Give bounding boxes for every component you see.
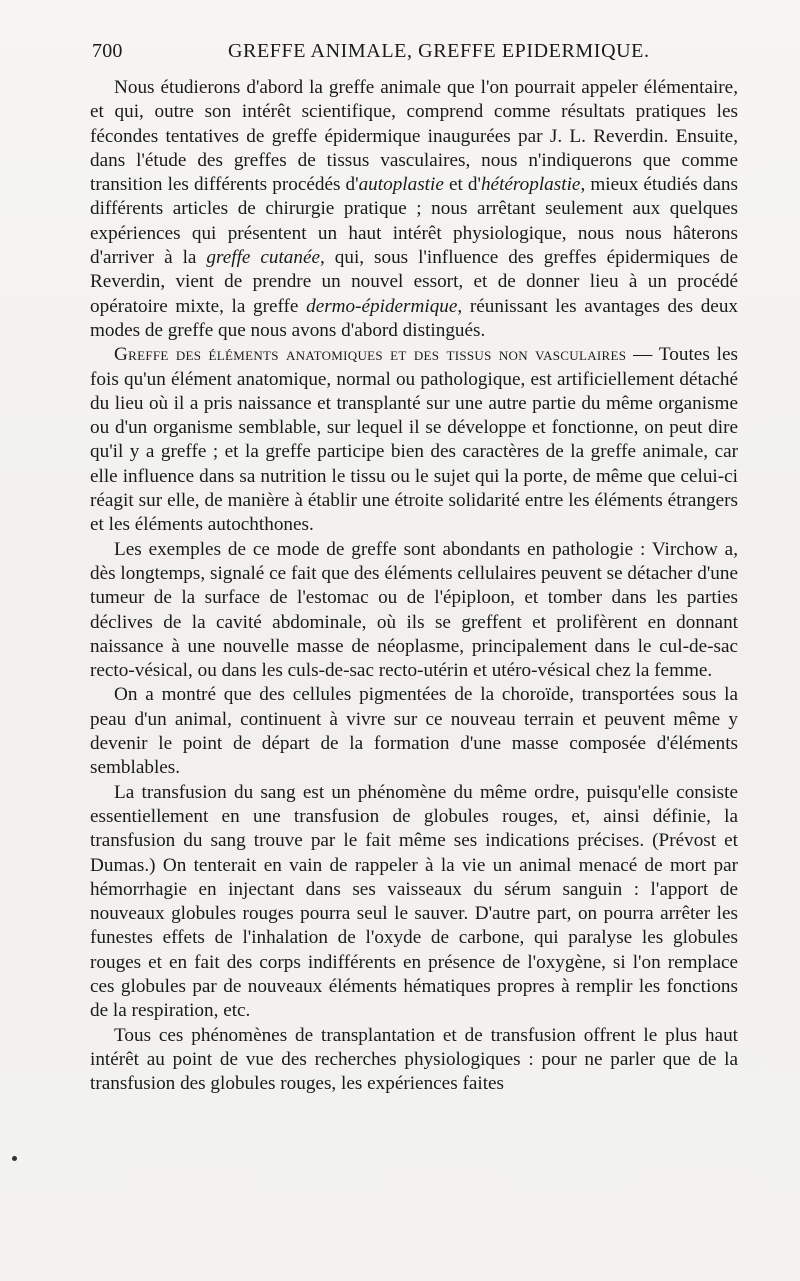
italic-autoplastie: autoplastie bbox=[358, 174, 444, 196]
paragraph-1 bbox=[90, 76, 738, 343]
page-body bbox=[90, 76, 738, 1096]
italic-greffe-cutanee: greffe cutanée bbox=[206, 247, 321, 269]
margin-ink-dot bbox=[12, 1156, 17, 1161]
paragraph-1-text-d: , qui, sous l'influence des greffes épidermiques de Reverdin, vient de prendre un nouvel essort, et de donner lieu à un procédé opératoire mixte, la greffe bbox=[90, 247, 738, 317]
paragraph-2-text: Toutes les fois qu'un élément anatomique, normal ou pathologique, est artificiellement détaché du lieu où il a pris naissance et transplanté sur une autre partie du même organisme ou d'un organisme semblable, sur lequel il se développe et fonctionne, on peut dire qu'il y a greffe ; et la greffe participe bien des caractères de la greffe animale, car elle influence dans sa nutrition le tissu ou le sujet qui la porte, de même que celui-ci réagit sur elle, de manière à établir une étroite solidarité entre les éléments étrangers et les éléments autochthones. bbox=[90, 344, 738, 536]
paragraph-5: La transfusion du sang est un phénomène du même ordre, puisqu'elle consiste essentiellement en une transfusion de globules rouges, et, ainsi définie, la transfusion du sang trouve par le fait même ses indications précises. (Prévost et Dumas.) On tenterait en vain de rappeler à la vie un animal menacé de mort par hémorrhagie en injectant dans ses vaisseaux du sérum sanguin : l'apport de nouveaux globules rouges pourra seul le sauver. D'autre part, on pourra arrêter les funestes effets de l'inhalation de l'oxyde de carbone, qui paralyse les globules rouges et en fait des corps indifférents en présence de l'oxygène, si l'on remplace ces globules par de nouveaux éléments hématiques propres à remplir les fonctions de la respiration, etc. bbox=[90, 781, 738, 1022]
paragraph-1-text-a: Nous étudierons d'abord la greffe animale que l'on pourrait appeler élémentaire, et qui, outre son intérêt scientifique, comprend comme résultats pratiques les fécondes tentatives de greffe épidermique inaugurées par J. L. Reverdin. Ensuite, dans l'étude des greffes de tissus vasculaires, nous n'indiquerons que comme transition les différents procédés d' bbox=[90, 77, 738, 196]
paragraph-1-text-c: , mieux étudiés dans différents articles de chirurgie pratique ; nous arrêtant seulement aux quelques expériences qui présentent un haut intérêt physiologique, nous nous hâterons d'arriver à la bbox=[90, 174, 738, 269]
paragraph-1-text-e: , réunissant les avantages des deux modes de greffe que nous avons d'abord distingués. bbox=[90, 295, 739, 341]
page-header bbox=[92, 40, 738, 70]
paragraph-6: Tous ces phénomènes de transplantation et de transfusion offrent le plus haut intérêt au point de vue des recherches physiologiques : pour ne parler que de la transfusion des globules rouges, les expériences faites bbox=[90, 1024, 738, 1095]
paragraph-1-text-b: et d' bbox=[443, 174, 481, 196]
running-title: GREFFE ANIMALE, GREFFE EPIDERMIQUE. bbox=[228, 40, 650, 62]
section-heading: Greffe des éléments anatomiques et des tissus non vasculaires bbox=[114, 344, 627, 366]
italic-heteroplastie: hétéroplastie bbox=[480, 174, 581, 196]
heading-dash: — bbox=[626, 344, 659, 366]
page-number: 700 bbox=[92, 40, 123, 62]
paragraph-2 bbox=[90, 343, 738, 537]
italic-dermo-epidermique: dermo-épidermique bbox=[306, 295, 458, 317]
paragraph-3: Les exemples de ce mode de greffe sont abondants en pathologie : Virchow a, dès longtemps, signalé ce fait que des éléments cellulaires peuvent se détacher d'une tumeur de la surface de l'estomac ou de l'épiploon, et tomber dans les parties déclives de la cavité abdominale, où ils se greffent et prolifèrent en donnant naissance à une nouvelle masse de néoplasme, principalement dans le cul-de-sac recto-vésical, ou dans les culs-de-sac recto-utérin et utéro-vésical chez la femme. bbox=[90, 538, 738, 682]
paragraph-4: On a montré que des cellules pigmentées de la choroïde, transportées sous la peau d'un animal, continuent à vivre sur ce nouveau terrain et peuvent même y devenir le point de départ de la formation d'une masse composée d'éléments semblables. bbox=[90, 684, 738, 779]
